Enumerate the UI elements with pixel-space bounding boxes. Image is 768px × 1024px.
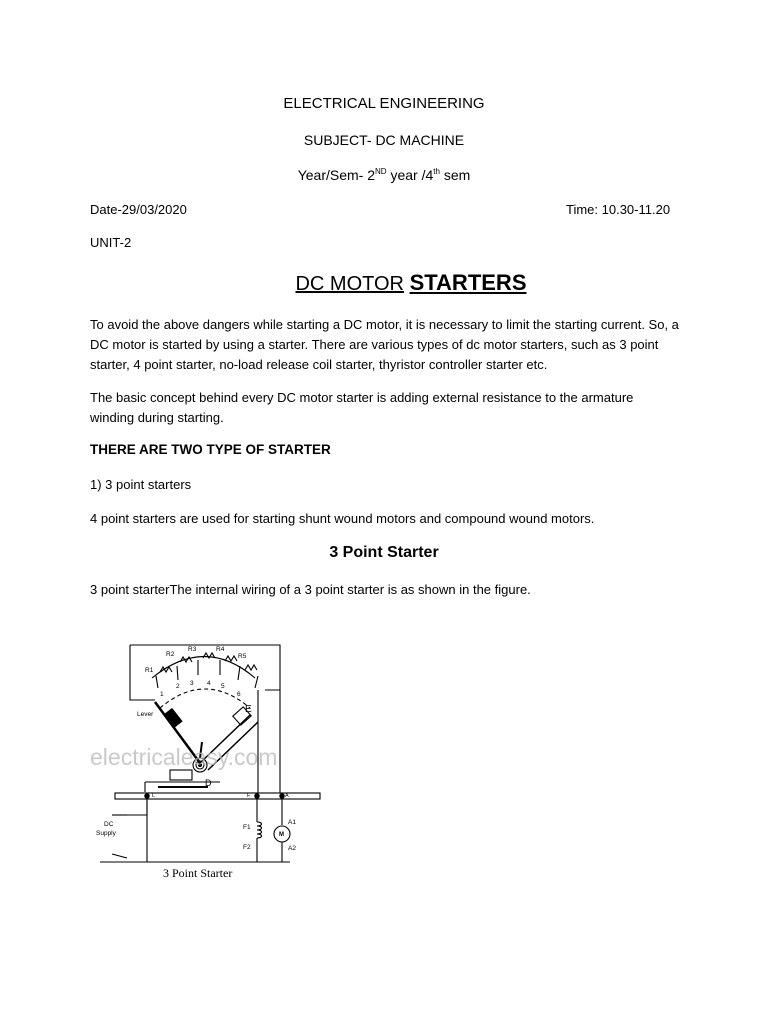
label-terminal-l: L — [152, 793, 156, 799]
three-point-starter-diagram — [90, 630, 340, 890]
label-terminal-f: F — [247, 793, 251, 799]
lever-handle — [164, 709, 182, 728]
label-lever: Lever — [137, 711, 154, 718]
label-dc: DC — [104, 821, 114, 828]
paragraph-figure-intro: 3 point starterThe internal wiring of a 3 point starter is as shown in the figure. — [90, 582, 531, 597]
section-heading: 3 Point Starter — [329, 544, 439, 561]
paragraph-intro: To avoid the above dangers while starting a DC motor, it is necessary to limit the starting current. So, a DC motor is started by using a starter. There are various types of dc motor starters, such as 3 point starter, 4 point starter, no-load release coil starter, thyristor controller starter etc. — [90, 317, 679, 372]
stud-5 — [238, 666, 240, 680]
stud-2 — [177, 666, 178, 680]
label-r3: R3 — [188, 646, 197, 653]
label-r2: R2 — [166, 651, 175, 658]
label-e: E — [245, 704, 252, 715]
overload-relay — [170, 770, 192, 780]
starter-types-heading: THERE ARE TWO TYPE OF STARTER — [90, 442, 331, 457]
page-title: DC MOTOR STARTERS — [295, 270, 527, 295]
label-stud-3: 3 — [190, 680, 194, 687]
field-winding — [257, 822, 262, 838]
list-item-3-point: 1) 3 point starters — [90, 477, 192, 492]
subject-heading: SUBJECT- DC MACHINE — [303, 132, 465, 148]
supply-switch-bottom — [112, 854, 127, 858]
label-r5: R5 — [238, 653, 247, 660]
label-stud-4: 4 — [207, 680, 211, 687]
stud-1 — [156, 676, 158, 688]
label-stud-2: 2 — [176, 683, 180, 690]
label-f1: F1 — [243, 824, 251, 831]
label-f2: F2 — [243, 844, 251, 851]
list-item-4-point: 4 point starters are used for starting shunt wound motors and compound wound motors. — [90, 511, 595, 526]
terminal-f — [255, 794, 259, 798]
watermark-text: electricaleasy.com — [90, 744, 278, 770]
label-r4: R4 — [216, 646, 225, 653]
label-terminal-a: A — [285, 793, 289, 799]
label-r1: R1 — [145, 667, 154, 674]
department-heading: ELECTRICAL ENGINEERING — [283, 95, 485, 112]
label-m: M — [279, 832, 284, 838]
figure-caption: 3 Point Starter — [163, 866, 233, 880]
label-a1: A1 — [288, 819, 296, 826]
terminal-a — [280, 794, 284, 798]
label-stud-5: 5 — [221, 683, 225, 690]
label-supply: Supply — [96, 830, 116, 837]
time-text: Time: 10.30-11.20 — [566, 202, 671, 217]
label-a2: A2 — [288, 845, 296, 852]
label-stud-6: 6 — [237, 691, 241, 698]
label-stud-1: 1 — [160, 691, 164, 698]
unit-text: UNIT-2 — [90, 235, 132, 250]
resistor-zigzag-5 — [245, 665, 257, 670]
stud-6 — [255, 676, 258, 688]
terminal-l — [145, 794, 149, 798]
year-sem-heading: Year/Sem- 2ND year /4th sem — [297, 167, 471, 183]
paragraph-concept: The basic concept behind every DC motor starter is adding external resistance to the armature winding during starting. — [90, 390, 634, 425]
date-text: Date-29/03/2020 — [90, 202, 187, 217]
label-d: D — [205, 778, 212, 788]
supply-line-l — [127, 799, 147, 815]
